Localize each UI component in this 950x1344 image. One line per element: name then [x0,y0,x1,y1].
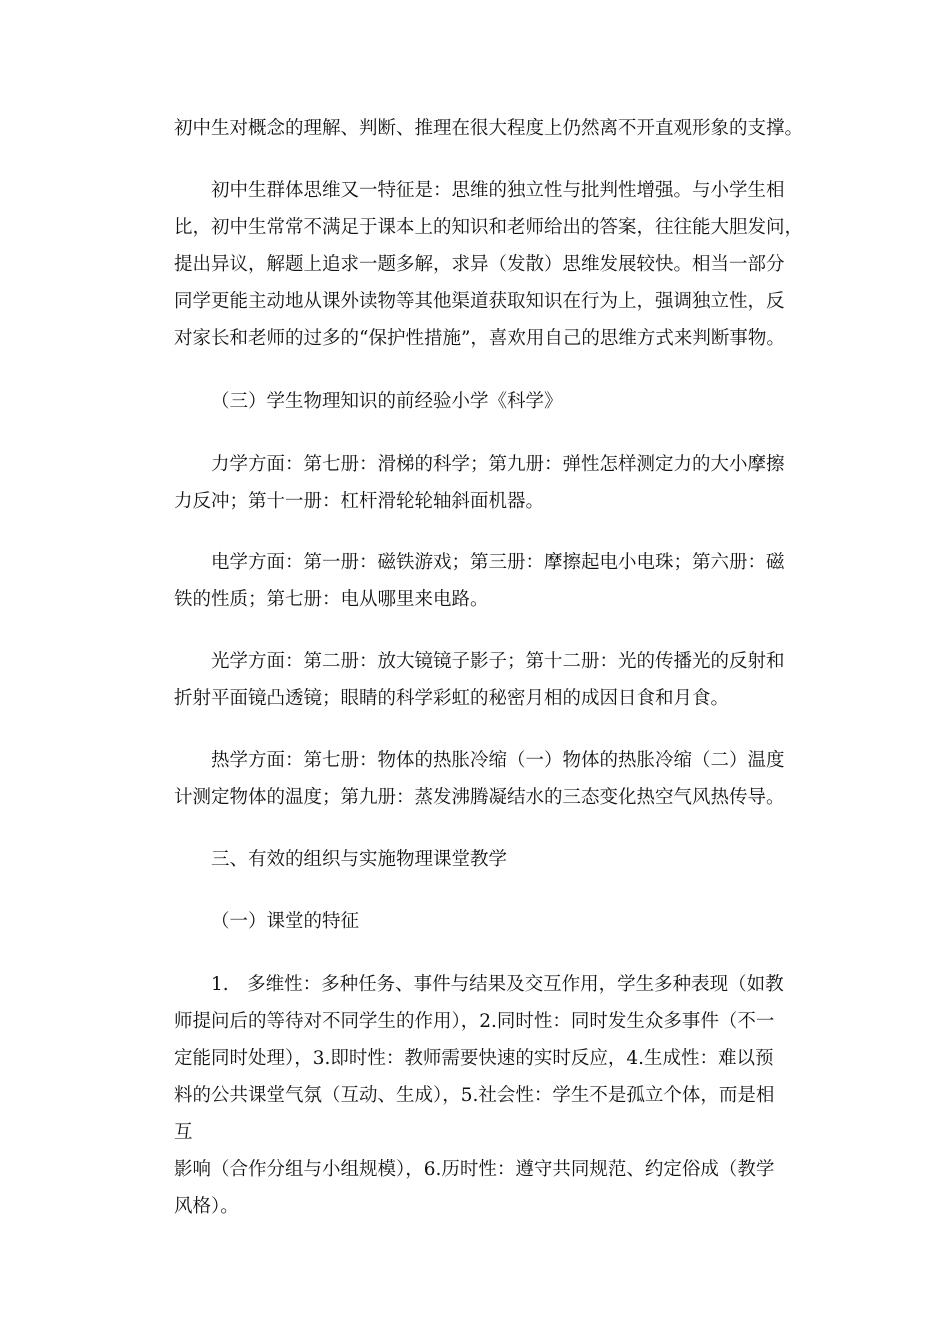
subsection-heading-classroom-features [174,903,814,940]
text-line: 折射平面镜凸透镜；眼睛的科学彩虹的秘密月相的成因日食和月食。 [174,688,730,709]
paragraph-mechanics [174,446,814,520]
text-line: 同学更能主动地从课外读物等其他渠道获取知识在行为上，强调独立性，反 [174,291,785,312]
paragraph-independent-thinking [174,172,814,357]
heading-line: （三）学生物理知识的前经验小学《科学》 [211,391,563,412]
text-line: 铁的性质；第七册：电从哪里来电路。 [174,589,489,610]
text-line: 初中生群体思维又一特征是：思维的独立性与批判性增强。与小学生相 [211,180,785,201]
text-line: 初中生对概念的理解、判断、推理在很大程度上仍然离不开直观形象的支撑。 [174,118,804,139]
heading-line: （一）课堂的特征 [211,911,360,932]
text-line: 光学方面：第二册：放大镜镜子影子；第十二册：光的传播光的反射和 [211,651,785,672]
heading-line: 三、有效的组织与实施物理课堂教学 [211,849,508,870]
text-line: 影响（合作分组与小组规模），6.历时性：遵守共同规范、约定俗成（教学 [174,1159,775,1180]
text-line: 力反冲；第十一册：杠杆滑轮轮轴斜面机器。 [174,491,545,512]
paragraph-optics [174,643,814,717]
text-line: 师提问后的等待对不同学生的作用），2.同时性：同时发生众多事件（不一 [174,1011,775,1032]
text-line: 热学方面：第七册：物体的热胀冷缩（一）物体的热胀冷缩（二）温度 [211,750,785,771]
text-line: 对家长和老师的过多的“保护性措施”，喜欢用自己的思维方式来判断事物。 [174,328,785,349]
text-line: 互 [174,1122,193,1143]
section-heading-prior-experience [174,383,814,420]
text-line: 1. 多维性：多种任务、事件与结果及交互作用，学生多种表现（如教 [211,974,784,995]
text-line: 料的公共课堂气氛（互动、生成），5.社会性：学生不是孤立个体，而是相 [174,1085,775,1106]
paragraph-electricity [174,544,814,618]
paragraph-thermodynamics [174,742,814,816]
section-heading-classroom-teaching [174,841,814,878]
text-line: 力学方面：第七册：滑梯的科学；第九册：弹性怎样测定力的大小摩擦 [211,454,785,475]
text-line: 比，初中生常常不满足于课本上的知识和老师给出的答案，往往能大胆发问， [174,217,804,238]
paragraph-classroom-features [174,966,814,1225]
paragraph-concept-support [174,110,814,147]
text-line: 计测定物体的温度；第九册：蒸发沸腾凝结水的三态变化热空气风热传导。 [174,787,785,808]
text-line: 提出异议，解题上追求一题多解，求异（发散）思维发展较快。相当一部分 [174,254,785,275]
text-line: 定能同时处理），3.即时性：教师需要快速的实时反应，4.生成性：难以预 [174,1048,774,1069]
text-line: 风格）。 [174,1196,239,1217]
text-line: 电学方面：第一册：磁铁游戏；第三册：摩擦起电小电珠；第六册：磁 [211,552,785,573]
